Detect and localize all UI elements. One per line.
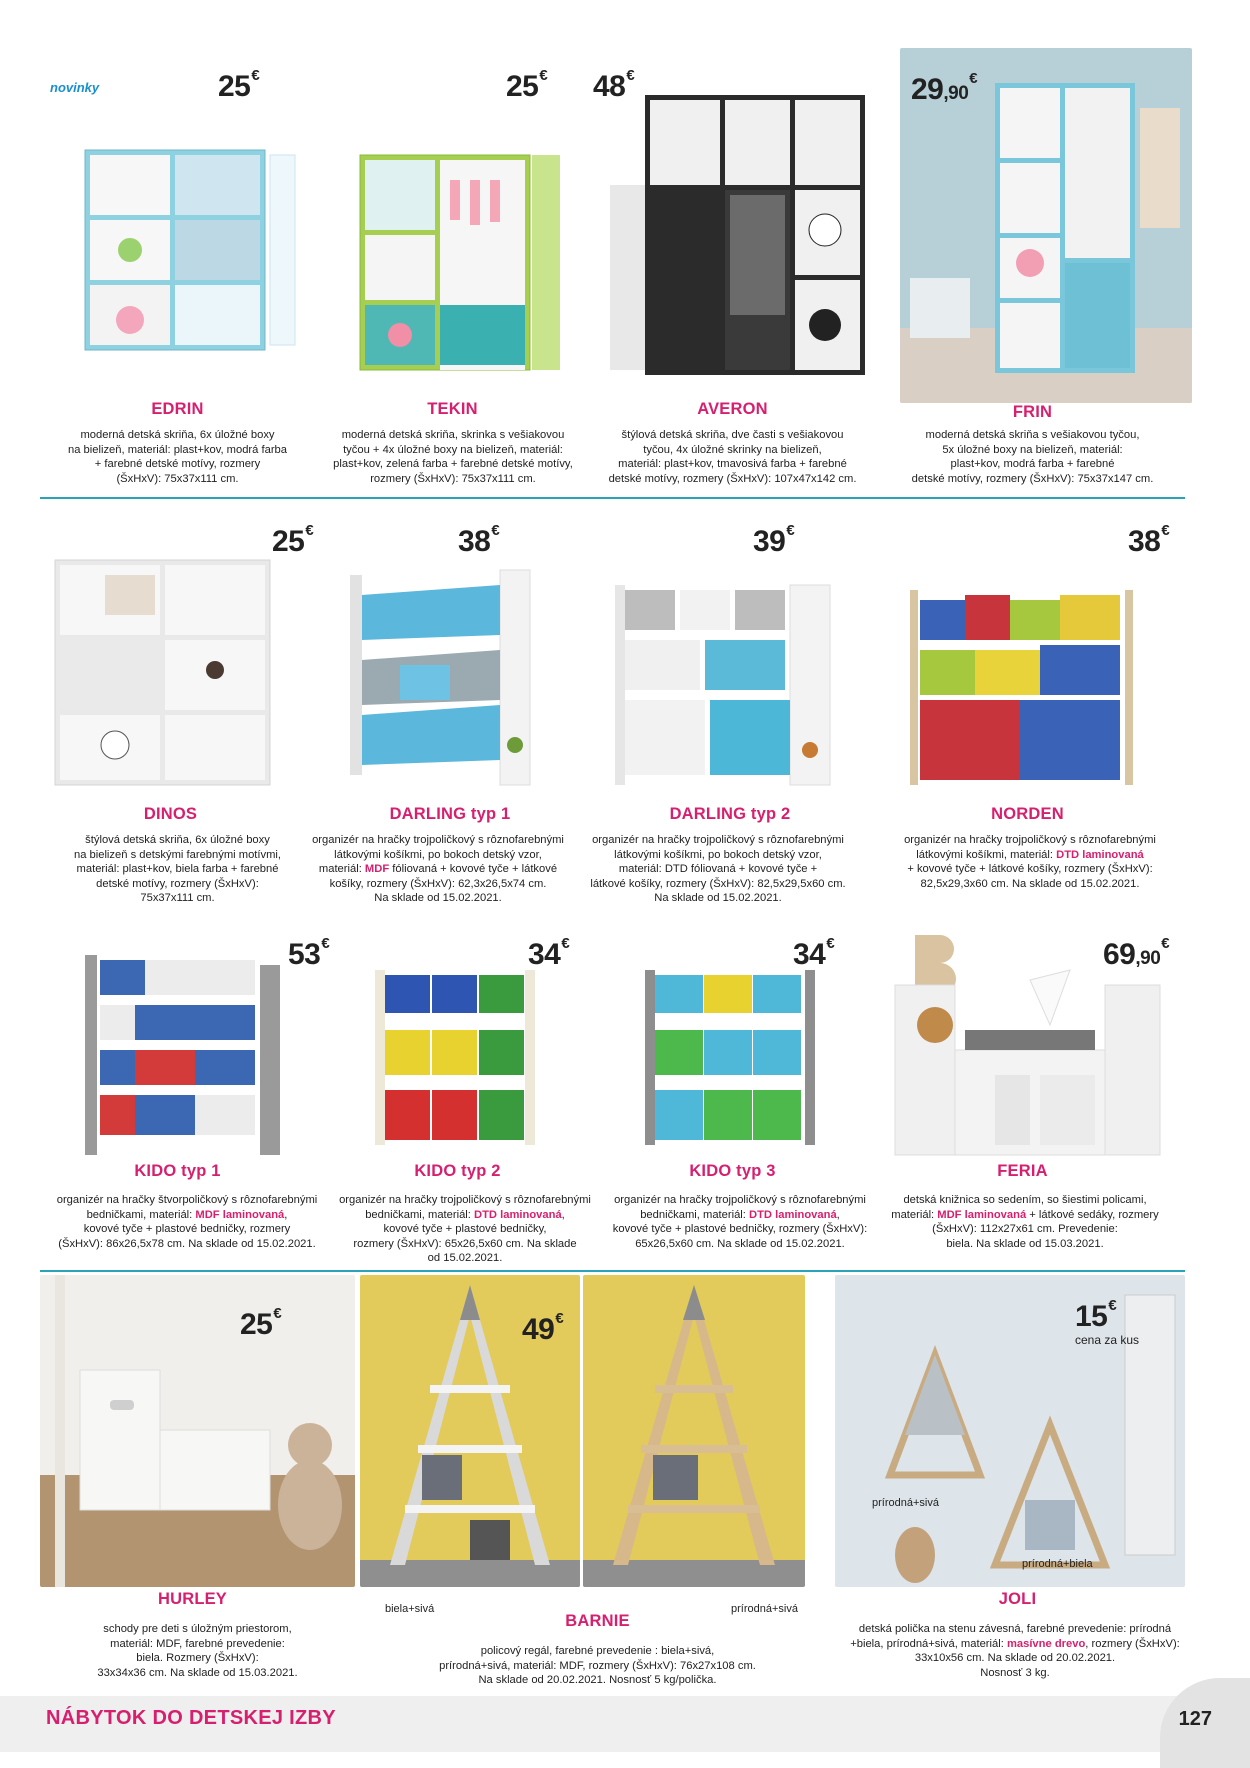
product-desc-joli: detská polička na stenu závesná, farebné prevedenie: prírodná +biela, prírodná+sivá, materiál: masívne drevo, rozmery (ŠxHxV): 33x10x56 cm. Na sklade od 20.02.2021. Nosnosť 3 kg.: [850, 1623, 1180, 1679]
price-hurley: 25€: [240, 1305, 282, 1341]
product-desc-kido-typ-2: organizér na hračky trojpoličkový s rôznofarebnými bedničkami, materiál: DTD laminovaná, kovové tyče + plastové bedničky, rozmery (ŠxHxV): 65x26,5x60 cm. Na sklade od 15.02.2021.: [339, 1194, 591, 1265]
product-desc-tekin: moderná detská skriňa, skrinka s vešiakovou tyčou + 4x úložné boxy na bielizeň, materiál: plast+kov, zelená farba + farebné detské motívy, rozmery (ŠxHxV): 75x37x111 cm.: [333, 429, 573, 485]
product-name-joli: JOLI: [998, 1590, 1037, 1608]
product-desc-darling-typ-2: organizér na hračky trojpoličkový s rôznofarebnými látkovými košíkmi, po bokoch detský vzor, materiál: DTD fóliovaná + kovové tyče + látkové košíky, rozmery (ŠxHxV): 82,5x29,5x60 cm. Na sklade od 15.02.2021.: [590, 834, 846, 905]
product-photo-dinos: [45, 555, 280, 790]
product-photo-norden: [905, 580, 1140, 790]
product-name-feria: FERIA: [997, 1162, 1048, 1180]
product-photo-hurley: [40, 1275, 355, 1587]
product-photo-kido-typ-3: [640, 965, 820, 1150]
product-desc-feria: detská knižnica so sedením, so šiestimi policami, materiál: MDF laminovaná + látkové sedáky, rozmery (ŠxHxV): 112x27x61 cm. Prevedenie: biela. Na sklade od 15.03.2021.: [891, 1194, 1159, 1250]
product-name-hurley: HURLEY: [157, 1590, 228, 1608]
product-name-kido-typ-2: KIDO typ 2: [414, 1162, 501, 1180]
product-photo-darling-typ-1: [340, 565, 540, 790]
product-name-frin: FRIN: [1012, 403, 1053, 421]
novinky-badge: novinky: [50, 80, 100, 95]
price-darling-typ-1: 38€: [458, 522, 500, 558]
price-kido-typ-2: 34€: [528, 935, 570, 971]
price-kido-typ-3: 34€: [793, 935, 835, 971]
product-photo-kido-typ-2: [370, 965, 540, 1150]
product-desc-edrin: moderná detská skriňa, 6x úložné boxy na bielizeň, materiál: plast+kov, modrá farba + farebné detské motívy, rozmery (ŠxHxV): 75x37x111 cm.: [68, 429, 287, 485]
product-name-dinos: DINOS: [143, 805, 198, 823]
price-darling-typ-2: 39€: [753, 522, 795, 558]
product-name-kido-typ-3: KIDO typ 3: [689, 1162, 776, 1180]
price-joli: 15€ cena za kus: [1075, 1297, 1140, 1347]
section-title: NÁBYTOK DO DETSKEJ IZBY: [46, 1707, 336, 1729]
price-tekin: 25€: [506, 67, 548, 103]
price-barnie: 49€: [522, 1310, 564, 1346]
variant-label-joli-white: prírodná+biela: [1022, 1558, 1093, 1570]
product-photo-edrin: [70, 140, 300, 355]
product-name-darling-typ-1: DARLING typ 1: [389, 805, 511, 823]
variant-label-barnie-white: biela+sivá: [385, 1603, 435, 1615]
product-name-darling-typ-2: DARLING typ 2: [669, 805, 791, 823]
product-photo-kido-typ-1: [80, 945, 285, 1160]
product-name-tekin: TEKIN: [427, 400, 478, 418]
product-desc-kido-typ-1: organizér na hračky štvorpoličkový s rôznofarebnými bedničkami, materiál: MDF laminovaná, kovové tyče + plastové bedničky, rozmery (ŠxHxV): 86x26,5x78 cm. Na sklade od 15.02.2021.: [56, 1194, 318, 1250]
price-frin: 29,90€: [911, 70, 978, 106]
product-desc-barnie: policový regál, farebné prevedenie : biela+sivá, prírodná+sivá, materiál: MDF, rozmery (ŠxHxV): 76x27x108 cm. Na sklade od 20.02.2021. Nosnosť 5 kg/polička.: [439, 1645, 756, 1687]
price-note-joli: cena za kus: [1075, 1333, 1140, 1347]
price-edrin: 25€: [218, 67, 260, 103]
variant-label-joli-grey: prírodná+sivá: [872, 1497, 939, 1509]
product-name-edrin: EDRIN: [151, 400, 204, 418]
product-name-averon: AVERON: [697, 400, 768, 418]
product-name-kido-typ-1: KIDO typ 1: [134, 1162, 221, 1180]
product-desc-dinos: štýlová detská skriňa, 6x úložné boxy na bielizeň s detskými farebnými motívmi, materiál: plast+kov, biela farba + farebné detské motívy, rozmery (ŠxHxV): 75x37x111 cm.: [73, 834, 282, 905]
product-desc-kido-typ-3: organizér na hračky trojpoličkový s rôznofarebnými bedničkami, materiál: DTD laminovaná, kovové tyče + plastové bedničky, rozmery (ŠxHxV): 65x26,5x60 cm. Na sklade od 15.02.2021.: [612, 1194, 868, 1250]
product-desc-frin: moderná detská skriňa s vešiakovou tyčou, 5x úložné boxy na bielizeň, materiál: plast+kov, modrá farba + farebné detské motívy, rozmery (ŠxHxV): 75x37x147 cm.: [911, 429, 1154, 485]
product-photo-averon: [605, 85, 875, 380]
product-photo-darling-typ-2: [610, 580, 840, 790]
product-photo-tekin: [350, 140, 565, 375]
row-separator-3: [40, 1270, 1185, 1272]
variant-label-barnie-natural: prírodná+sivá: [731, 1603, 798, 1615]
row-separator-1: [40, 497, 1185, 499]
product-desc-hurley: schody pre deti s úložným priestorom, materiál: MDF, farebné prevedenie: biela. Rozmery (ŠxHxV): 33x34x36 cm. Na sklade od 15.03.2021.: [97, 1623, 298, 1679]
price-norden: 38€: [1128, 522, 1170, 558]
product-name-norden: NORDEN: [991, 805, 1064, 823]
product-name-barnie: BARNIE: [565, 1612, 630, 1630]
product-desc-darling-typ-1: organizér na hračky trojpoličkový s rôznofarebnými látkovými košíkmi, po bokoch detský vzor, materiál: MDF fóliovaná + kovové tyče + látkové košíky, rozmery (ŠxHxV): 62,3x26,5x74 cm. Na sklade od 15.02.2021.: [312, 834, 564, 905]
price-averon: 48€: [593, 67, 635, 103]
price-kido-typ-1: 53€: [288, 935, 330, 971]
product-desc-norden: organizér na hračky trojpoličkový s rôznofarebnými látkovými košíkmi, materiál: DTD laminovaná + kovové tyče + látkové košíky, rozmery (ŠxHxV): 82,5x29,3x60 cm. Na sklade od 15.02.2021.: [904, 834, 1156, 890]
page-number: 127: [1178, 1708, 1212, 1730]
product-photo-barnie-natural: [583, 1275, 805, 1587]
price-dinos: 25€: [272, 522, 314, 558]
price-feria: 69,90€: [1103, 935, 1170, 971]
product-desc-averon: štýlová detská skriňa, dve časti s vešiakovou tyčou, 4x úložné skrinky na bielizeň, materiál: plast+kov, tmavosivá farba + farebné detské motívy, rozmery (ŠxHxV): 107x47x142 cm.: [608, 429, 857, 485]
